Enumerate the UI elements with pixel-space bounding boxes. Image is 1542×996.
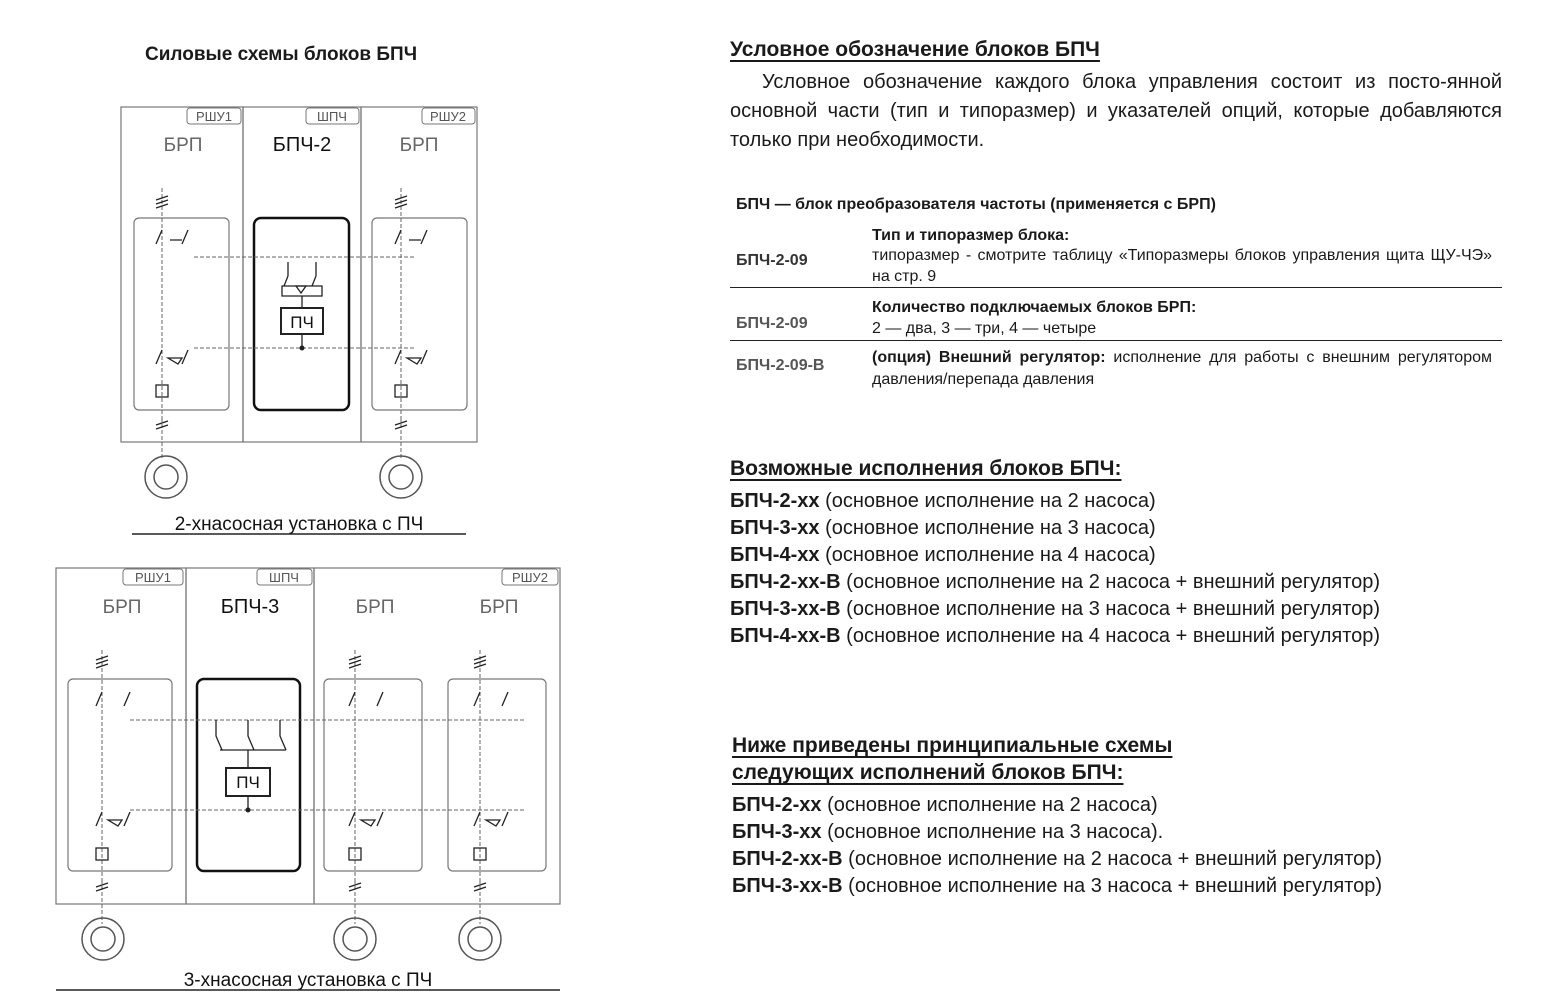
table-row-desc-2: 2 — два, 3 — три, 4 — четыре — [872, 320, 1097, 337]
table-title: БПЧ — блок преобразователя частоты (применяется с БРП) — [736, 196, 1216, 213]
table-row-code-3: БПЧ-2-09-В — [736, 357, 825, 374]
label-bpch-3: БПЧ-3 — [220, 596, 280, 618]
variants-heading: Возможные исполнения блоков БПЧ: — [730, 457, 1122, 480]
label-brp-b: БРП — [355, 597, 395, 618]
table-row-desc-1: типоразмер - смотрите таблицу «Типоразмеры блоков управления щита ЩУ-ЧЭ» на стр. 9 — [872, 247, 1492, 285]
list-item: БПЧ-3-хх (основное исполнение на 3 насоса). — [732, 821, 1164, 843]
power-scheme-2-pumps — [110, 100, 490, 540]
panel-brp-2 — [361, 107, 477, 442]
table-row-title-2: Количество подключаемых блоков БРП: — [872, 299, 1197, 316]
label-brp-a: БРП — [102, 597, 142, 618]
table-row-desc-3: исполнение для работы с внешним регулятором давления/перепада давления — [872, 349, 1492, 388]
panel-brp-1 — [121, 107, 243, 442]
converter-label-2: ПЧ — [236, 773, 260, 792]
table-row-desc-3-wrap — [872, 347, 1492, 391]
list-item: БПЧ-2-хх (основное исполнение на 2 насоса) — [732, 794, 1158, 816]
label-brp-c: БРП — [479, 597, 519, 618]
variants-list — [730, 488, 1380, 650]
schemes-heading-1: Ниже приведены принципиальные схемы — [732, 734, 1173, 757]
list-item: БПЧ-4-хх (основное исполнение на 4 насоса) — [730, 544, 1156, 566]
panel-brp-a — [56, 568, 186, 904]
converter-label-1: ПЧ — [290, 313, 314, 332]
left-title: Силовые схемы блоков БПЧ — [145, 44, 418, 65]
schemes-list — [732, 792, 1382, 900]
panel-brp-bc — [314, 568, 560, 904]
tag-rshu1-b: РШУ1 — [134, 570, 172, 585]
panel-shpch-3 — [186, 568, 314, 904]
tag-rshu2: РШУ2 — [429, 109, 467, 124]
table-divider-1 — [730, 287, 1502, 288]
designation-text: Условное обозначение каждого блока управления состоит из посто-янной основной части (тип и типоразмер) и указателей опций, которые добавляются только при необходимости. — [730, 71, 1502, 151]
tag-shpch-b: ШПЧ — [269, 570, 299, 585]
table-row-code-1: БПЧ-2-09 — [736, 252, 808, 269]
panel-shpch — [243, 107, 361, 442]
table-divider-2 — [730, 340, 1502, 341]
table-row-title-1: Тип и типоразмер блока: — [872, 227, 1070, 244]
label-bpch-2: БПЧ-2 — [272, 134, 332, 156]
label-brp-1: БРП — [163, 135, 203, 156]
tag-rshu2-b: РШУ2 — [511, 570, 549, 585]
tag-shpch: ШПЧ — [317, 109, 347, 124]
caption-2-pumps: 2-хнасосная установка с ПЧ — [174, 514, 424, 535]
list-item: БПЧ-2-хх-В (основное исполнение на 2 насоса + внешний регулятор) — [730, 571, 1381, 593]
table-row-code-2: БПЧ-2-09 — [736, 315, 808, 332]
label-brp-2: БРП — [399, 135, 439, 156]
power-scheme-3-pumps — [50, 562, 570, 992]
schemes-heading-2: следующих исполнений блоков БПЧ: — [732, 761, 1124, 784]
list-item: БПЧ-3-хх (основное исполнение на 3 насоса) — [730, 517, 1156, 539]
list-item: БПЧ-2-хх-В (основное исполнение на 2 насоса + внешний регулятор) — [732, 848, 1383, 870]
caption-3-pumps: 3-хнасосная установка с ПЧ — [183, 970, 433, 991]
list-item: БПЧ-3-хх-В (основное исполнение на 3 насоса + внешний регулятор) — [730, 598, 1381, 620]
list-item: БПЧ-2-хх (основное исполнение на 2 насоса) — [730, 490, 1156, 512]
list-item: БПЧ-3-хх-В (основное исполнение на 3 насоса + внешний регулятор) — [732, 875, 1383, 897]
table-row-title-3: (опция) Внешний регулятор: — [872, 349, 1106, 366]
list-item: БПЧ-4-хх-В (основное исполнение на 4 насоса + внешний регулятор) — [730, 625, 1381, 647]
designation-heading: Условное обозначение блоков БПЧ — [730, 38, 1100, 61]
tag-rshu1: РШУ1 — [195, 109, 233, 124]
